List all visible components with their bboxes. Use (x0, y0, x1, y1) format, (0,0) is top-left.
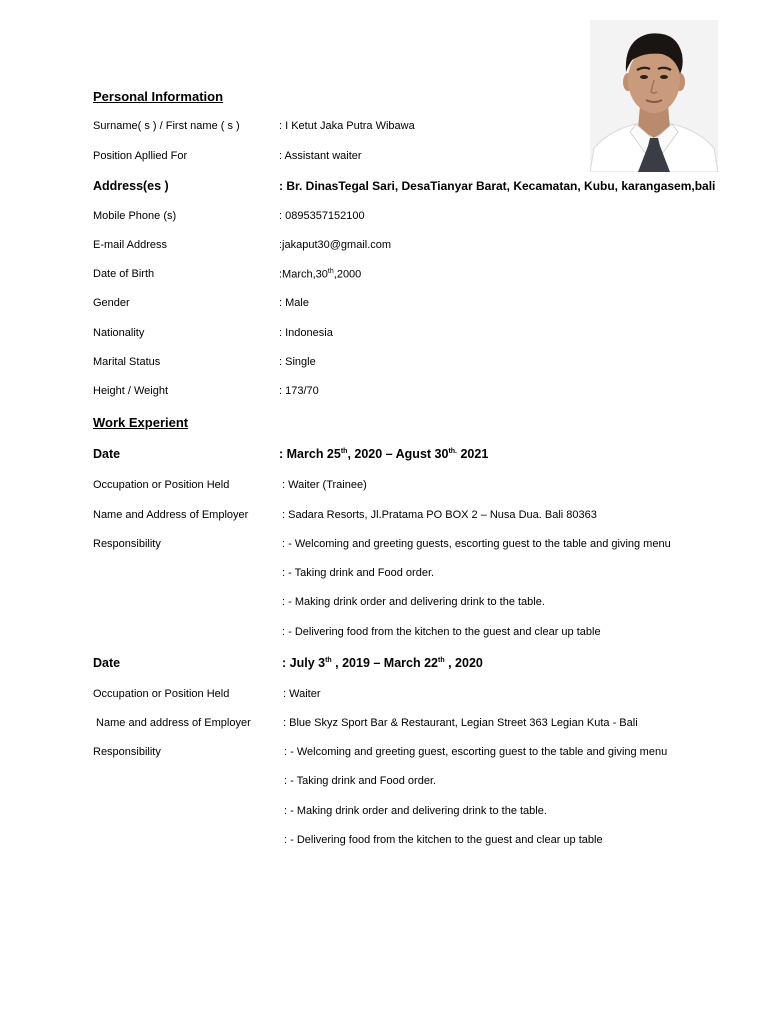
occupation-label: Occupation or Position Held (93, 688, 230, 700)
job-1-employer-row (93, 509, 748, 527)
responsibility-item: : - Taking drink and Food order. (284, 775, 437, 787)
job-1-responsibility-row (93, 567, 748, 585)
field-value: : Assistant waiter (279, 150, 362, 162)
job-1-responsibility-row (93, 538, 748, 556)
field-row-name (93, 120, 748, 138)
field-row-mobile (93, 210, 748, 228)
field-value: : 0895357152100 (279, 210, 365, 222)
field-label: Surname( s ) / First name ( s ) (93, 120, 240, 132)
employer-label: Name and address of Employer (93, 717, 251, 729)
work-experience-heading: Work Experient (93, 415, 189, 430)
job-2-responsibility-row (93, 775, 748, 793)
responsibility-item: : - Making drink order and delivering drink to the table. (282, 596, 545, 608)
occupation-label: Occupation or Position Held (93, 479, 230, 491)
job-1-occupation-row (93, 479, 748, 497)
field-label: Marital Status (93, 356, 161, 368)
responsibility-item: : - Taking drink and Food order. (282, 567, 435, 579)
job-2-employer-row (93, 717, 748, 735)
responsibility-label: Responsibility (93, 538, 161, 550)
field-value: : I Ketut Jaka Putra Wibawa (279, 120, 415, 132)
field-row-dob (93, 268, 748, 286)
date-value: : July 3th , 2019 – March 22th , 2020 (282, 656, 483, 670)
field-label: Gender (93, 297, 130, 309)
field-row-marital-status (93, 356, 748, 374)
job-2-responsibility-row (93, 746, 748, 764)
responsibility-item: : - Welcoming and greeting guest, escorting guest to the table and giving menu (284, 746, 668, 758)
job-1-date-row (93, 447, 748, 465)
field-label: Position Apllied For (93, 150, 188, 162)
field-row-address (93, 179, 748, 197)
field-row-position (93, 150, 748, 168)
responsibility-item: : - Making drink order and delivering drink to the table. (284, 805, 547, 817)
date-value: : March 25th, 2020 – Agust $30^{th.}$ 2021 (279, 447, 489, 461)
field-value: : Single (279, 356, 316, 368)
field-row-email (93, 239, 748, 257)
responsibility-item: : - Welcoming and greeting guests, escorting guest to the table and giving menu (282, 538, 671, 550)
employer-value: : Sadara Resorts, Jl.Pratama PO BOX 2 – Nusa Dua. Bali 80363 (282, 509, 597, 521)
responsibility-label: Responsibility (93, 746, 161, 758)
field-value: : 173/70 (279, 385, 319, 397)
field-value: : Br. DinasTegal Sari, DesaTianyar Barat, Kecamatan, Kubu, karangasem,bali (279, 179, 716, 193)
date-label: Date (93, 447, 121, 461)
job-1-responsibility-row (93, 596, 748, 614)
responsibility-item: : - Delivering food from the kitchen to the guest and clear up table (282, 626, 601, 638)
responsibility-item: : - Delivering food from the kitchen to the guest and clear up table (284, 834, 603, 846)
field-label: Mobile Phone (s) (93, 210, 177, 222)
field-label: Nationality (93, 327, 145, 339)
job-2-responsibility-row (93, 834, 748, 852)
field-label: E-mail Address (93, 239, 167, 251)
personal-information-heading: Personal Information (93, 89, 224, 104)
employer-label: Name and Address of Employer (93, 509, 249, 521)
field-row-gender (93, 297, 748, 315)
field-label: Address(es ) (93, 179, 169, 193)
field-row-nationality (93, 327, 748, 345)
field-label: Height / Weight (93, 385, 169, 397)
field-value: : Male (279, 297, 309, 309)
field-value: : Indonesia (279, 327, 333, 339)
field-value: :March,30th,2000 (279, 268, 362, 281)
job-1-responsibility-row (93, 626, 748, 644)
field-row-height-weight (93, 385, 748, 403)
occupation-value: : Waiter (283, 688, 321, 700)
employer-value: : Blue Skyz Sport Bar & Restaurant, Legian Street 363 Legian Kuta - Bali (283, 717, 638, 729)
job-2-responsibility-row (93, 805, 748, 823)
field-label: Date of Birth (93, 268, 155, 280)
job-2-occupation-row (93, 688, 748, 706)
date-label: Date (93, 656, 121, 670)
field-value: :jakaput30@gmail.com (279, 239, 392, 251)
job-2-date-row (93, 656, 748, 674)
occupation-value: : Waiter (Trainee) (282, 479, 367, 491)
